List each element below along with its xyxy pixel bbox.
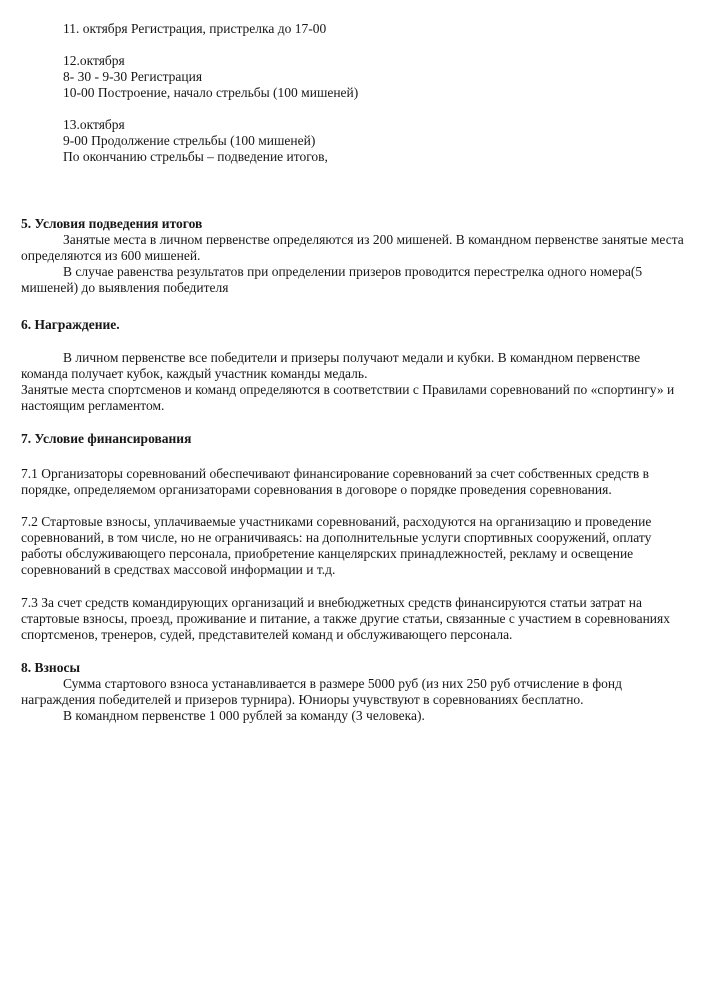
section7-para2: 7.2 Стартовые взносы, уплачиваемые участниками соревнований, расходуются на организацию и проведение соревнований, в том числе, но не ограничиваясь: на дополнительные услуги спортивных сооружений, оплату работы обслуживающего персонала, приобретение канцелярских принадлежностей, рекламу и освещение соревнований в средствах массовой информации и т.д. <box>21 514 652 577</box>
schedule-day3-line2: По окончанию стрельбы – подведение итогов, <box>63 149 328 164</box>
schedule-day1-line: 11. октября Регистрация, пристрелка до 17-00 <box>63 21 327 36</box>
section5-para2: В случае равенства результатов при определении призеров проводится перестрелка одного номера(5 мишеней) до выявления победителя <box>21 264 643 295</box>
section6-heading: 6. Награждение. <box>21 317 120 332</box>
schedule-day2-line1: 8- 30 - 9-30 Регистрация <box>63 69 203 84</box>
section8-heading: 8. Взносы <box>21 660 80 675</box>
section5-heading: 5. Условия подведения итогов <box>21 216 203 231</box>
section6-para1: В личном первенстве все победители и призеры получают медали и кубки. В командном первенстве команда получает кубок, каждый участник команды медаль. <box>21 350 641 381</box>
section7-para1: 7.1 Организаторы соревнований обеспечивают финансирование соревнований за счет собственных средств в порядке, определяемом организаторами соревнования в договоре о порядке проведения соревнования. <box>21 466 650 497</box>
schedule-day3-line1: 9-00 Продолжение стрельбы (100 мишеней) <box>63 133 316 148</box>
schedule-day3-group <box>63 117 687 165</box>
schedule-day3-title: 13.октября <box>63 117 125 132</box>
section7-para3: 7.3 За счет средств командирующих организаций и внебюджетных средств финансируются статьи затрат на стартовые взносы, проезд, проживание и питание, а также другие статьи, связанные с участием в соревнованиях спортсменов, тренеров, судей, представителей команд и обслуживающего персонала. <box>21 595 670 642</box>
schedule-day2-line2: 10-00 Построение, начало стрельбы (100 мишеней) <box>63 85 359 100</box>
schedule-day2-title: 12.октября <box>63 53 125 68</box>
section6-para2: Занятые места спортсменов и команд определяются в соответствии с Правилами соревнований по «спортингу» и настоящим регламентом. <box>21 382 675 413</box>
schedule-day2-group <box>63 53 687 101</box>
section5-para1: Занятые места в личном первенстве определяются из 200 мишеней. В командном первенстве занятые места определяются из 600 мишеней. <box>21 232 684 263</box>
schedule-block <box>63 21 687 165</box>
section8-para2: В командном первенстве 1 000 рублей за команду (3 человека). <box>63 708 425 723</box>
section8-para1: Сумма стартового взноса устанавливается в размере 5000 руб (из них 250 руб отчисление в фонд награждения победителей и призеров турнира). Юниоры учувствуют в соревнованиях бесплатно. <box>21 676 623 707</box>
section7-heading: 7. Условие финансирования <box>21 431 192 446</box>
